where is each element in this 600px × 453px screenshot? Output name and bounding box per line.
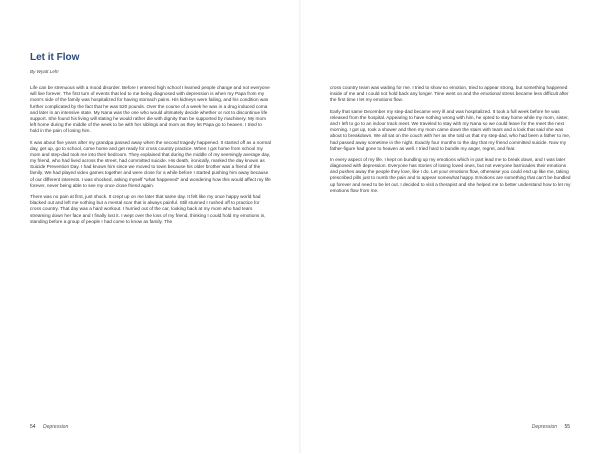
article-title: Let it Flow — [30, 52, 80, 63]
page-number: 55 — [564, 424, 570, 430]
left-text-column — [30, 85, 271, 230]
body-paragraph: In every aspect of my life, I kept on bundling up my emotions which in part lead me to break down, and I was later diagnosed with depression. Everyone has stories of losing loved ones, but not everyone barricades their emotions and pushes away the people they love, like I do. Let your emotions flow, otherwise you could end up like me, taking prescribed pills just to numb the pain and to appear somewhat happy. Emotions are something that can't be bundled up forever and need to be let out. I decided to visit a therapist and she helped me to better understand how to let my emotions flow from me. — [330, 156, 571, 193]
body-paragraph: There was no pain at first, just shock. It crept up on me later that same day. It felt like my once happy world had blacked out and left me nothing but a mental scar that is always painful. Still stunned I rushed off to practice for cross country. That day was a hard workout. I hurried out of the car, looking back at my mom who had tears streaming down her face and I finally lost it. I wept over the loss of my friend, thinking I could hold my emotions in, standing before a group of people I had come to know as family. The — [30, 194, 266, 224]
left-page-footer — [30, 424, 68, 430]
body-paragraph: Life can be strenuous with a mood disorder. Before I entered high school I learned people change and not everyone will live forever. The first turn of events that led to me being diagnosed with depression is when my Papa from my mom's side of the family was hospitalized for having stomach pains. His kidneys were failing, and his condition was further complicated by the fact that he was 520 pounds. Over the course of a week he was in a drug induced coma and later in an intensive state. My Nana was the one who would ultimately decide whether or not to discontinue life support. She found his living will stating he would rather die with dignity than be supported by machinery. My mom left home during the middle of the week to be with her siblings and mom as they let Papa go to heaven. I tried to hold in the pain of losing him. — [30, 85, 270, 134]
right-text-column — [330, 85, 571, 199]
section-name: Depression — [531, 424, 558, 430]
body-paragraph: Early that same December my step-dad became very ill and was hospitalized. It took a full week before he was released from the hospital. Appearing to have nothing wrong with him, he opted to stay home while my mom, sister, and I left to go to an indoor track meet. We traveled to stay with my Nana so we could leave for the meet the next morning. I got up, took a shower and then my mom came down the stairs with tears and a look that said she was about to breakdown. We all sat on the couch with her as she told us that my step-dad, who had been a father to me, had passed away sometime in the night. Exactly four months to the day that my friend committed suicide. Now my father-figure had gone to heaven as well. I tried hard to bundle my anger, regret, and fear. — [330, 108, 571, 151]
page-number: 54 — [30, 424, 36, 430]
body-paragraph: cross country team was waiting for me. I tried to show no emotion, tried to appear strong, but something happened inside of me and I could not hold back any longer. Time went on and the emotional stress became less difficult after the first time I let my emotions flow. — [330, 85, 569, 103]
right-page-footer — [532, 424, 570, 430]
article-byline: By Wyatt Lehr — [30, 69, 59, 74]
body-paragraph: It was about five years after my grandpa passed away when the second tragedy happened. It started off as a normal day, get up, go to school, come home and get ready for cross country practice. When I got home from school my mom and step-dad took me into their bedroom. They explained that during the middle of my seemingly average day, my friend, who had lived across the street, had committed suicide. His death, ironically, marked the day known as Suicide Prevention Day. I had known him since we moved to town because his older brother was a friend of the family. We had played video games together and were close for a while before I started pushing him away because of our different interests. I was shocked, asking myself "what happened" and wondering how this would affect my life forever, never being able to see my once close friend again. — [30, 139, 271, 188]
page-gutter — [299, 0, 301, 453]
section-name: Depression — [42, 424, 69, 430]
